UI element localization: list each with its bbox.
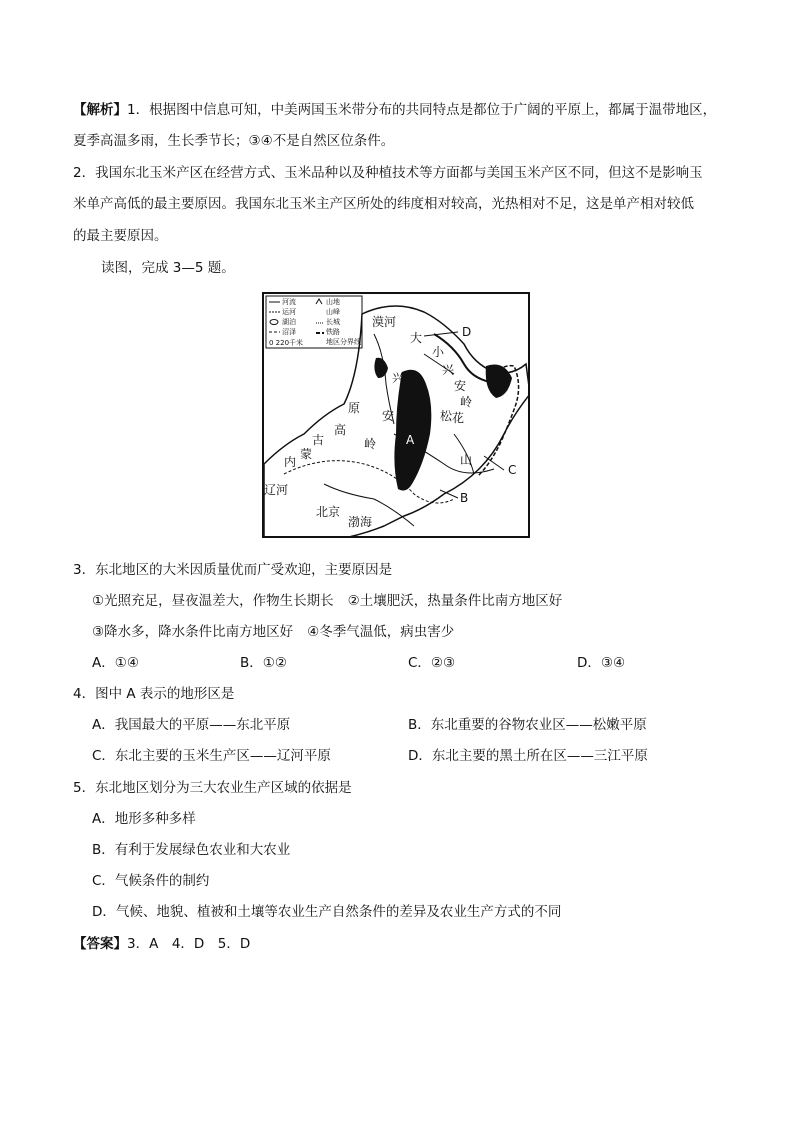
label-B: B bbox=[460, 491, 469, 505]
label-D: D bbox=[462, 325, 472, 339]
q3-statement-4: ④冬季气温低，病虫害少 bbox=[307, 624, 455, 640]
q4-option-c: C．东北主要的玉米生产区——辽河平原 bbox=[92, 748, 331, 764]
label-hua: 花 bbox=[452, 411, 465, 425]
legend-river: 河流 bbox=[282, 298, 296, 306]
legend-rail: 铁路 bbox=[326, 328, 340, 336]
label-mohe: 漠河 bbox=[372, 315, 397, 329]
q4-stem: 4．图中 A 表示的地形区是 bbox=[73, 686, 235, 702]
q3-statements-row-1 bbox=[92, 591, 562, 611]
answer-line bbox=[73, 934, 250, 954]
label-song: 松 bbox=[440, 409, 453, 423]
label-meng: 蒙 bbox=[300, 447, 313, 461]
q5-stem: 5．东北地区划分为三大农业生产区域的依据是 bbox=[73, 780, 352, 796]
label-beijing: 北京 bbox=[316, 505, 341, 519]
q5-option-d: D．气候、地貌、植被和土壤等农业生产自然条件的差异及农业生产方式的不同 bbox=[92, 904, 562, 920]
pointer-C bbox=[484, 456, 504, 470]
q3-statement-1: ①光照充足，昼夜温差大，作物生长期长 bbox=[92, 593, 334, 609]
label-yuan: 原 bbox=[348, 401, 361, 415]
analysis-text-1: 1．根据图中信息可知，中美两国玉米带分布的共同特点是都位于广阔的平原上，都属于温带地区， bbox=[127, 102, 717, 118]
q4-option-d: D．东北主要的黑土所在区——三江平原 bbox=[408, 748, 648, 764]
northeast-china-map bbox=[262, 292, 530, 538]
q3-statement-3: ③降水多，降水条件比南方地区好 bbox=[92, 624, 294, 640]
q3-option-b: B．①② bbox=[240, 655, 287, 671]
q3-option-c: C．②③ bbox=[408, 655, 456, 671]
plain-a-shape bbox=[394, 370, 431, 491]
q3-option-d: D．③④ bbox=[577, 655, 626, 671]
label-liao: 辽河 bbox=[264, 483, 289, 497]
label-an: 安 bbox=[382, 409, 395, 423]
label-ling: 岭 bbox=[364, 437, 377, 451]
q3-stem: 3．东北地区的大米因质量优而广受欢迎，主要原因是 bbox=[73, 562, 393, 578]
label-xing: 兴 bbox=[392, 371, 405, 385]
label-C: C bbox=[508, 463, 517, 477]
answer-text: 3．A 4．D 5．D bbox=[127, 936, 251, 952]
legend-canal: 运河 bbox=[282, 308, 296, 316]
q4-option-b: B．东北重要的谷物农业区——松嫩平原 bbox=[408, 717, 647, 733]
instruction: 读图，完成 3—5 题。 bbox=[101, 260, 235, 276]
plain-small-shape bbox=[374, 358, 388, 378]
legend-scale: 0 220千米 bbox=[269, 339, 304, 347]
label-da: 大 bbox=[410, 331, 423, 345]
analysis-line-1 bbox=[73, 100, 716, 120]
legend-boundary: 地区分界线 bbox=[326, 338, 361, 346]
legend-lake: 湖泊 bbox=[282, 318, 296, 326]
label-xiao: 小 bbox=[432, 345, 445, 359]
label-xing2: 兴 bbox=[442, 363, 455, 377]
analysis-line-3: 2．我国东北玉米产区在经营方式、玉米品种以及种植技术等方面都与美国玉米产区不同，但这不是影响玉 bbox=[73, 165, 703, 181]
great-wall-line bbox=[284, 461, 454, 503]
label-jiang: 江 bbox=[496, 379, 509, 393]
legend-mountain: 山地 bbox=[326, 298, 340, 306]
q3-statements-row-2 bbox=[92, 622, 454, 642]
analysis-tag: 【解析】 bbox=[73, 102, 127, 118]
analysis-line-4: 米单产高低的最主要原因。我国东北玉米主产区所处的纬度相对较高，光热相对不足，这是单产相对较低 bbox=[73, 196, 694, 212]
pointer-D bbox=[424, 332, 458, 336]
label-bohai: 渤海 bbox=[348, 515, 373, 529]
analysis-line-5: 的最主要原因。 bbox=[73, 228, 168, 244]
q5-option-c: C．气候条件的制约 bbox=[92, 873, 210, 889]
map-svg bbox=[264, 294, 530, 538]
legend-marsh: 沼泽 bbox=[282, 328, 296, 336]
label-gao: 高 bbox=[334, 423, 347, 437]
answer-tag: 【答案】 bbox=[73, 936, 127, 952]
q5-option-a: A．地形多种多样 bbox=[92, 811, 196, 827]
analysis-line-2: 夏季高温多雨，生长季节长；③④不是自然区位条件。 bbox=[73, 133, 395, 149]
q3-option-a: A．①④ bbox=[92, 655, 139, 671]
label-nei: 内 bbox=[284, 455, 297, 469]
label-shan: 山 bbox=[460, 453, 473, 467]
q4-option-a: A．我国最大的平原——东北平原 bbox=[92, 717, 291, 733]
label-gu: 古 bbox=[312, 433, 325, 447]
label-an2: 安 bbox=[454, 379, 467, 393]
q3-statement-2: ②土壤肥沃，热量条件比南方地区好 bbox=[347, 593, 563, 609]
legend-wall: 长城 bbox=[326, 318, 340, 326]
q5-option-b: B．有利于发展绿色农业和大农业 bbox=[92, 842, 291, 858]
label-A: A bbox=[406, 433, 415, 447]
legend-peak: 山峰 bbox=[326, 308, 340, 316]
label-ling2: 岭 bbox=[460, 395, 473, 409]
